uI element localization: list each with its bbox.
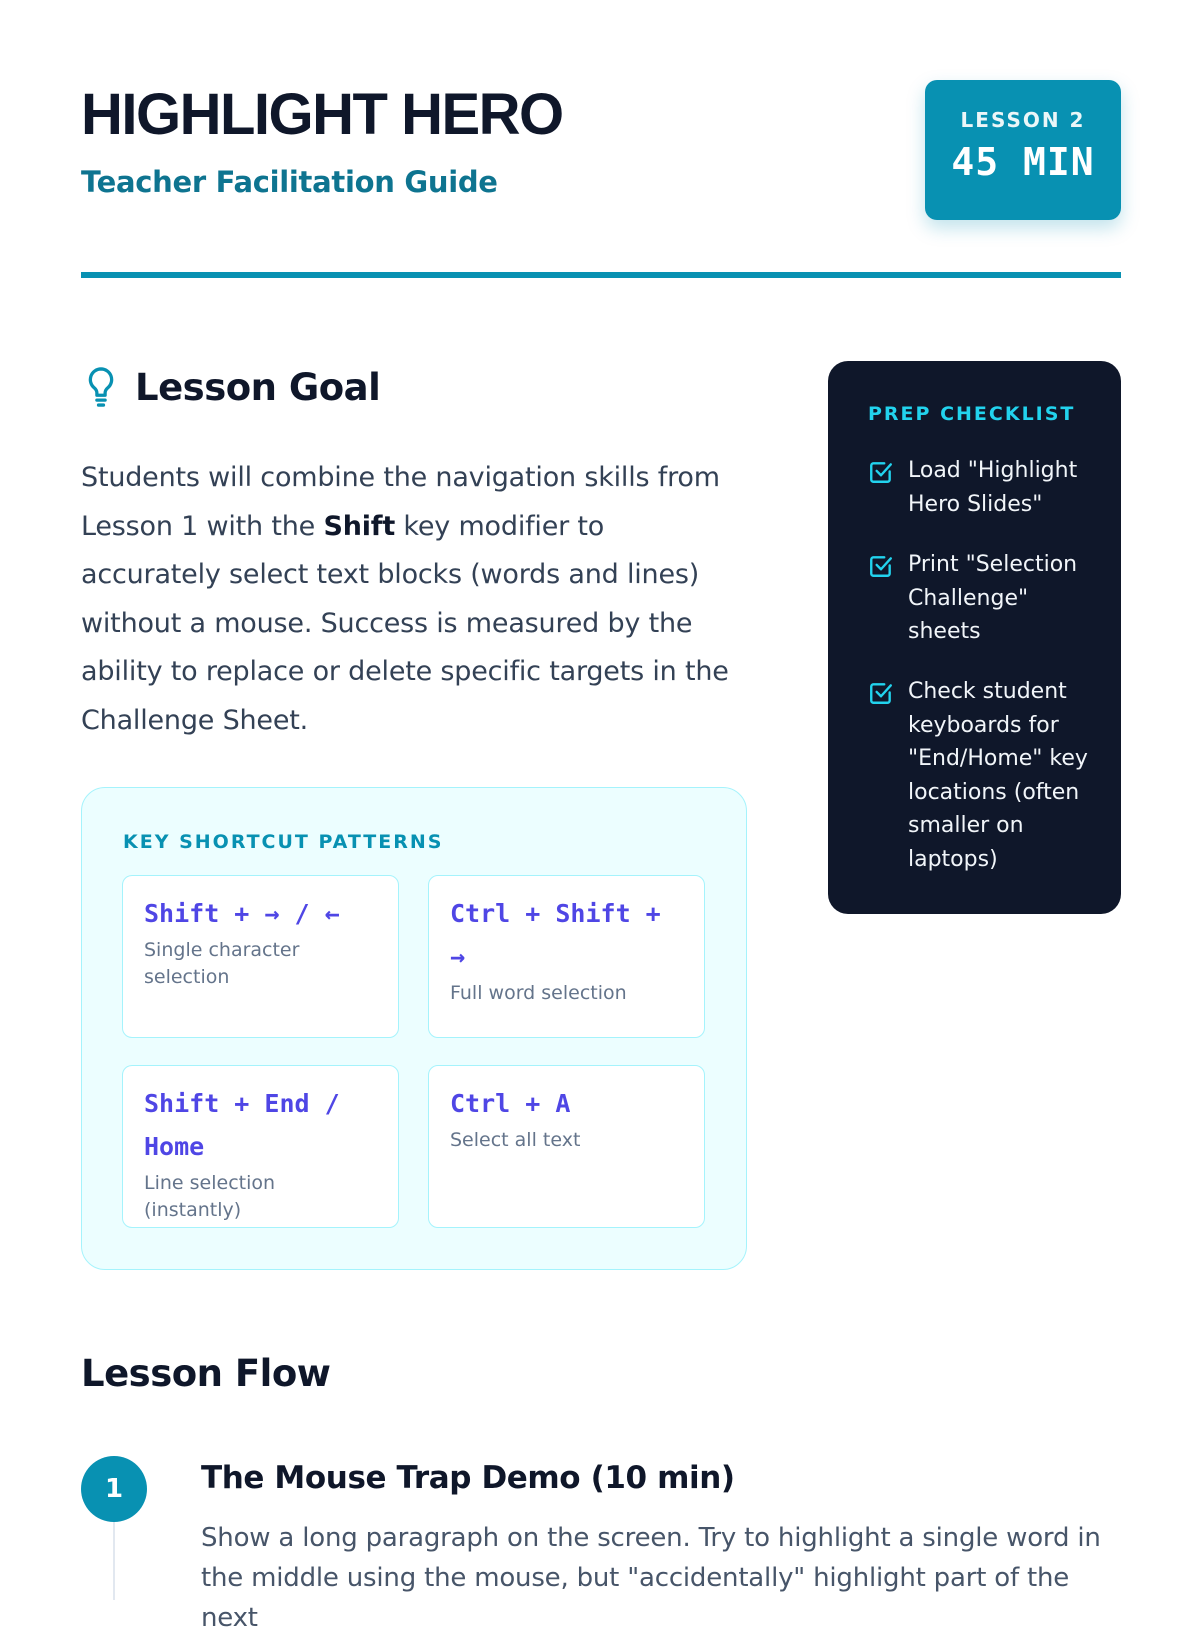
lesson-goal-text [81, 454, 751, 745]
lesson-duration: 45 MIN [951, 140, 1095, 184]
prep-checklist-label: PREP CHECKLIST [868, 403, 1076, 425]
checkbox-checked-icon [868, 680, 894, 706]
lesson-number: LESSON 2 [960, 108, 1086, 132]
prep-checklist-item [868, 675, 1094, 876]
page-title: HIGHLIGHT HERO [81, 82, 563, 147]
header-divider [81, 272, 1121, 278]
lesson-goal-title: Lesson Goal [135, 365, 381, 409]
shortcut-keys: Ctrl + A [450, 1089, 571, 1118]
prep-checklist-item [868, 454, 1094, 521]
checkbox-checked-icon [868, 459, 894, 485]
prep-checklist-item [868, 548, 1094, 649]
prep-item-text: Print "Selection Challenge" sheets [908, 552, 1078, 644]
page-header [81, 80, 1121, 280]
prep-checklist-panel [828, 361, 1121, 914]
step-connector [113, 1520, 115, 1600]
lightbulb-icon [81, 364, 121, 410]
goal-text-bold: Shift [323, 510, 396, 542]
shortcut-keys: Shift + → / ← [144, 899, 340, 928]
prep-item-text: Load "Highlight Hero Slides" [908, 458, 1078, 517]
page-subtitle: Teacher Facilitation Guide [81, 165, 498, 199]
shortcut-keys: Ctrl + Shift + → [450, 899, 661, 971]
shortcut-card [428, 875, 705, 1038]
checkbox-checked-icon [868, 553, 894, 579]
lesson-flow-heading: Lesson Flow [81, 1352, 331, 1395]
key-shortcut-label: KEY SHORTCUT PATTERNS [123, 831, 444, 853]
step-title: The Mouse Trap Demo (10 min) [201, 1460, 735, 1496]
shortcut-card [428, 1065, 705, 1228]
prep-item-text: Check student keyboards for "End/Home" key locations (often smaller on laptops) [908, 679, 1088, 872]
shortcut-description: Line selection (instantly) [144, 1172, 276, 1221]
step-number-badge: 1 [81, 1456, 147, 1522]
shortcut-card [122, 875, 399, 1038]
shortcut-card [122, 1065, 399, 1228]
step-description: Show a long paragraph on the screen. Try to highlight a single word in the middle using the mouse, but "accidentally" highlight part of the next [201, 1523, 1101, 1633]
goal-text-part: Students will combine the navigation skills from Lesson 1 with the [81, 462, 720, 542]
shortcut-description: Select all text [450, 1129, 581, 1151]
lesson-badge [925, 80, 1121, 220]
goal-text-part: key modifier to accurately select text blocks (words and lines) without a mouse. Success is measured by the ability to replace or delete specific targets in the Challenge Sheet. [81, 510, 729, 736]
shortcut-keys: Shift + End / Home [144, 1089, 340, 1161]
lesson-goal-heading [81, 362, 380, 412]
shortcut-description: Full word selection [450, 982, 627, 1004]
key-shortcut-panel [81, 787, 747, 1270]
shortcut-description: Single character selection [144, 939, 300, 988]
facilitation-guide-page [81, 0, 1121, 1633]
